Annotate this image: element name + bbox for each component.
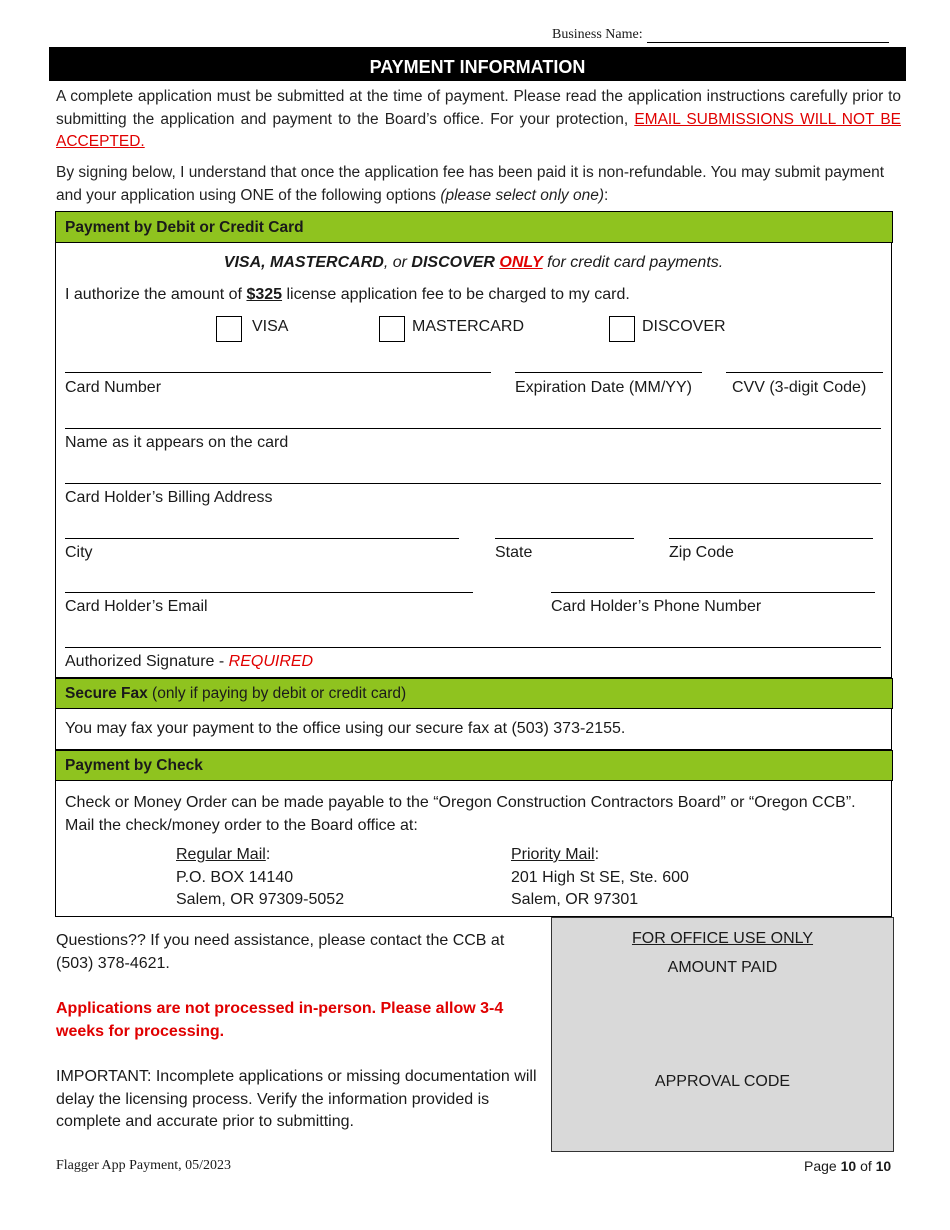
options-colon: : <box>604 186 609 204</box>
page-total: 10 <box>875 1158 892 1174</box>
priority-mail-line1: 201 High St SE, Ste. 600 <box>511 868 689 886</box>
mastercard-label: MASTERCARD <box>412 318 525 335</box>
important-notice: IMPORTANT: Incomplete applications or missing documentation will delay the licensing process. Verify the information provided is complete and accurate prior to submitting. <box>56 1068 537 1130</box>
name-on-card-field[interactable] <box>65 428 881 429</box>
authorize-prefix: I authorize the amount of <box>65 286 242 303</box>
check-section-header: Payment by Check <box>55 750 893 781</box>
card-section-header: Payment by Debit or Credit Card <box>55 211 893 243</box>
signature-label-row <box>65 653 313 671</box>
accepted-visa: VISA <box>223 254 262 271</box>
email-warning: EMAIL SUBMISSIONS WILL NOT BE ACCEPTED. <box>56 110 901 150</box>
priority-mail-address <box>511 844 689 912</box>
options-note: (please select only one) <box>440 186 605 204</box>
fax-section-header <box>55 678 893 709</box>
card-number-label: Card Number <box>65 379 162 396</box>
billing-address-field[interactable] <box>65 483 881 484</box>
priority-mail-colon: : <box>594 846 600 863</box>
fax-header-note: (only if paying by debit or credit card) <box>152 685 407 702</box>
accepted-or: , or <box>383 254 407 271</box>
card-number-field[interactable] <box>65 372 491 373</box>
regular-mail-line1: P.O. BOX 14140 <box>176 868 294 886</box>
accepted-mastercard: MASTERCARD <box>270 254 384 271</box>
page-current: 10 <box>840 1158 857 1174</box>
page-number <box>804 1158 891 1174</box>
page-of: of <box>860 1158 872 1174</box>
city-label: City <box>65 544 93 561</box>
fee-amount: $325 <box>246 286 283 303</box>
amount-paid-label: AMOUNT PAID <box>667 959 778 976</box>
approval-code-label: APPROVAL CODE <box>654 1073 791 1090</box>
city-field[interactable] <box>65 538 459 539</box>
regular-mail-line2: Salem, OR 97309-5052 <box>176 891 345 908</box>
accepted-only: ONLY <box>499 254 543 271</box>
office-use-box <box>551 917 894 1152</box>
check-text: Check or Money Order can be made payable to the “Oregon Construction Contractors Board” or “Oregon CCB”. Mail the check/money order to the Board office at: <box>65 794 856 834</box>
expiration-field[interactable] <box>515 372 702 373</box>
accepted-suffix: for credit card payments. <box>547 254 724 271</box>
accepted-cards <box>55 254 892 272</box>
page-prefix: Page <box>804 1158 837 1174</box>
signature-field[interactable] <box>65 647 881 648</box>
email-field[interactable] <box>65 592 473 593</box>
signature-label: Authorized Signature - <box>65 653 225 670</box>
office-use-title: FOR OFFICE USE ONLY <box>631 930 814 947</box>
mastercard-checkbox[interactable] <box>379 316 405 342</box>
business-name-label: Business Name: <box>552 27 643 42</box>
business-name-row <box>552 27 889 43</box>
in-person-warning: Applications are not processed in-person. Please allow 3-4 weeks for processing. <box>56 1000 504 1040</box>
billing-address-label: Card Holder’s Billing Address <box>65 489 273 506</box>
intro-paragraph <box>56 86 901 154</box>
zip-label: Zip Code <box>669 544 734 561</box>
expiration-label: Expiration Date (MM/YY) <box>515 379 692 396</box>
state-label: State <box>495 544 533 561</box>
fax-text: You may fax your payment to the office using our secure fax at (503) 373-2155. <box>65 720 626 737</box>
email-label: Card Holder’s Email <box>65 598 208 615</box>
fax-header-bold: Secure Fax <box>65 685 148 702</box>
discover-label: DISCOVER <box>642 318 726 335</box>
intro-text: A complete application must be submitted at the time of payment. Please read the application instructions carefully prior to submitting the application and payment to the Board’s office. For your protection, <box>56 88 901 128</box>
form-id: Flagger App Payment, 05/2023 <box>56 1158 231 1173</box>
authorize-statement <box>65 286 630 304</box>
name-on-card-label: Name as it appears on the card <box>65 434 289 451</box>
discover-checkbox[interactable] <box>609 316 635 342</box>
cvv-label: CVV (3-digit Code) <box>732 379 867 396</box>
cvv-field[interactable] <box>726 372 883 373</box>
options-paragraph <box>56 162 901 207</box>
priority-mail-label: Priority Mail <box>511 846 595 863</box>
visa-label: VISA <box>252 318 289 335</box>
authorize-suffix: license application fee to be charged to my card. <box>286 286 630 303</box>
options-text: By signing below, I understand that once the application fee has been paid it is non-refundable. You may submit payment and your application using ONE of the following options <box>56 164 885 204</box>
business-name-field[interactable] <box>647 28 889 43</box>
phone-label: Card Holder’s Phone Number <box>551 598 762 615</box>
accepted-comma: , <box>261 254 266 271</box>
state-field[interactable] <box>495 538 634 539</box>
zip-field[interactable] <box>669 538 873 539</box>
page-title: PAYMENT INFORMATION <box>49 47 906 81</box>
accepted-discover: DISCOVER <box>411 254 495 271</box>
regular-mail-label: Regular Mail <box>176 846 266 863</box>
phone-field[interactable] <box>551 592 875 593</box>
office-use-title-wrap <box>552 930 893 948</box>
signature-required: REQUIRED <box>228 653 314 670</box>
regular-mail-colon: : <box>265 846 271 863</box>
questions-text: Questions?? If you need assistance, please contact the CCB at (503) 378-4621. <box>56 932 505 972</box>
regular-mail-address <box>176 844 344 912</box>
visa-checkbox[interactable] <box>216 316 242 342</box>
priority-mail-line2: Salem, OR 97301 <box>511 891 639 908</box>
